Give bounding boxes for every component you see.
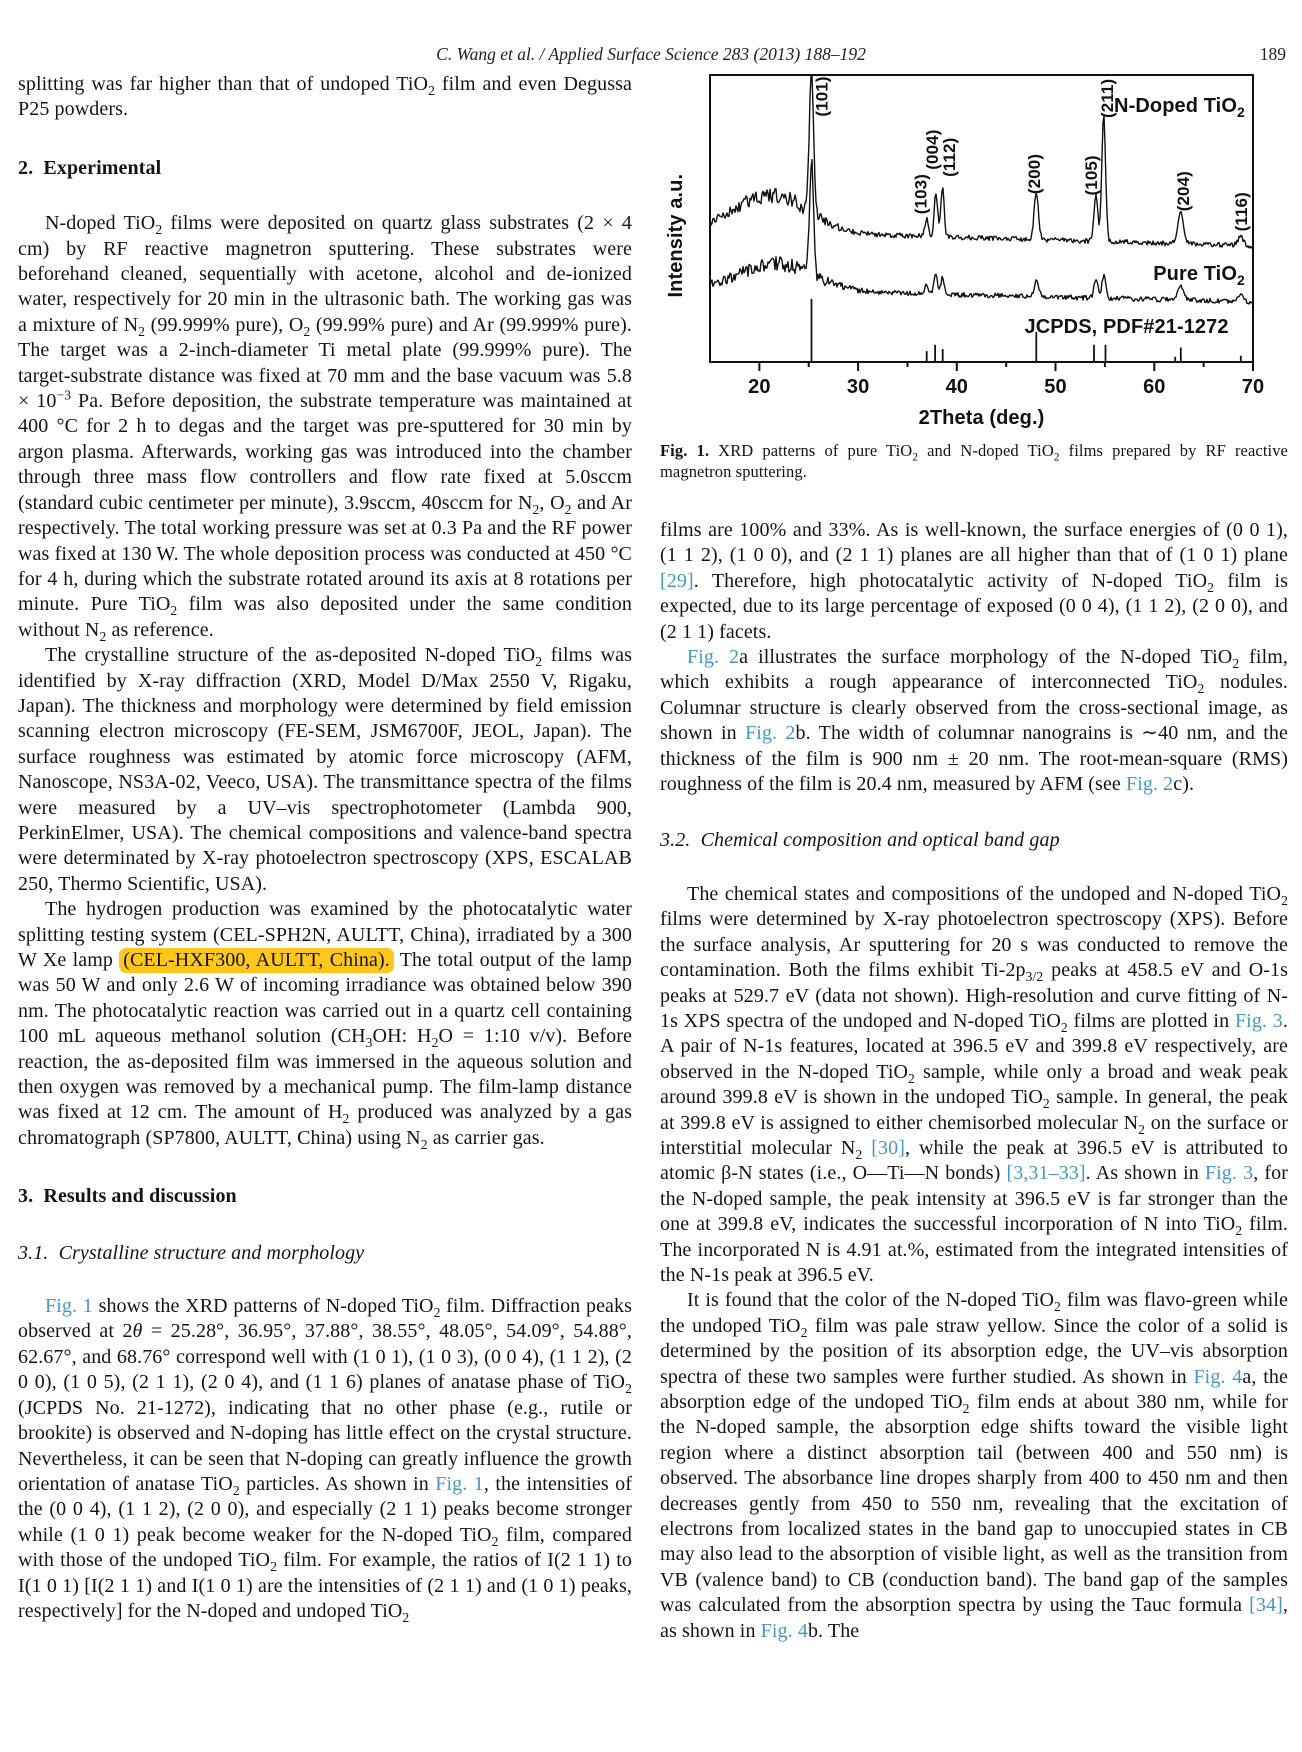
highlighted-text: (CEL-HXF300, AULTT, China).: [119, 948, 394, 973]
x-tick-label: 50: [1044, 376, 1067, 398]
paragraph-deposition: N-doped TiO$_2$ films were deposited on quartz glass substrates (2 × 4 cm) by RF reactive magnetron sputtering. These substrates were beforehand cleaned, sequentially with acetone, alcohol and de-ionized water, respectively for 20 min in the ultrasonic bath. The working gas was a mixture of $N_2$ (99.999% pure), $O_2$ (99.99% pure) and Ar (99.999% pure). The target was a 2-inch-diameter Ti metal plate (99.999% pure). The target-substrate distance was fixed at 70 mm and the base vacuum was $5.8 \times 10^{-3}$ Pa. Before deposition, the substrate temperature was maintained at 400 °C for 2 h to degas and the target was pre-sputtered for 30 min by argon plasma. Afterwards, working gas was introduced into the chamber through three mass flow controllers and flow rate fixed at 5.0sccm (standard cubic centimeter per minute), 3.9sccm, 40sccm for $N_2$, $O_2$ and Ar respectively. The total working pressure was set at 0.3 Pa and the RF power was fixed at 130 W. The whole deposition process was conducted at 450 °C for 4 h, during which the substrate rotated around its axis at 8 rotations per minute. Pure TiO$_2$ film was also deposited under the same condition without $N_2$ as reference.: [18, 212, 633, 644]
cross-ref-link[interactable]: Fig. 3: [1204, 1162, 1254, 1185]
series-label-pure-tio2: Pure TiO$_2$: [1153, 263, 1245, 288]
peak-label-004: (004): [923, 129, 943, 170]
xrd-figure-svg: [660, 72, 1288, 428]
left-column: [18, 72, 632, 1624]
cross-ref-link[interactable]: [29]: [660, 569, 694, 592]
peak-label-211: (211): [1097, 78, 1117, 118]
peak-label-200: (200): [1024, 153, 1044, 195]
paragraph-xrd-discussion: Fig. 1 shows the XRD patterns of N-doped TiO$_2$ film. Diffraction peaks observed at 2θ = 25.28°, 36.95°, 37.88°, 38.55°, 48.05°, 54.09°, 54.88°, 62.67°, and 68.76° correspond well with (1 0 1), (1 0 3), (0 0 4), (1 1 2), (2 0 0), (1 0 5), (2 1 1), (2 0 4), and (1 1 6) planes of anatase phase of TiO$_2$ (JCPDS No. 21-1272), indicating that no other phase (e.g., rutile or brookite) is observed and N-doping has little effect on the crystal structure. Nevertheless, it can be seen that N-doping can greatly influence the growth orientation of anatase TiO$_2$ particles. As shown in Fig. 1, the intensities of the (0 0 4), (1 1 2), (2 0 0), and especially (2 1 1) peaks become stronger while (1 0 1) peak become weaker for the N-doped TiO$_2$ film, compared with those of the undoped TiO$_2$ film. For example, the ratios of I(2 1 1) to I(1 0 1) [I(2 1 1) and I(1 0 1) are the intensities of (2 1 1) and (1 0 1) peaks, respectively] for the N-doped and undoped TiO$_2$: [18, 1295, 633, 1625]
cross-ref-link[interactable]: [30]: [871, 1136, 905, 1159]
peak-label-112: (112): [939, 137, 959, 177]
peak-label-101: (101): [812, 76, 832, 117]
cross-ref-link[interactable]: Fig. 2: [687, 646, 740, 669]
paragraph-morphology: Fig. 2a illustrates the surface morphology of the N-doped TiO$_2$ film, which exhibits a rough appearance of interconnected TiO$_2$ nodules. Columnar structure is clearly observed from the cross-sectional image, as shown in Fig. 2b. The width of columnar nanograins is ∼40 nm, and the thickness of the film is 900 nm ± 20 nm. The root-mean-square (RMS) roughness of the film is 20.4 nm, measured by AFM (see Fig. 2c).: [660, 646, 1289, 796]
cross-ref-link[interactable]: Fig. 1: [45, 1295, 93, 1318]
figure-1: [660, 72, 1288, 482]
paragraph-optical: It is found that the color of the N-doped TiO$_2$ film was flavo-green while the undoped TiO$_2$ film was pale straw yellow. Since the color of a solid is determined by the position of its absorption edge, the UV–vis absorption spectra of these two samples were further studied. As shown in Fig. 4a, the absorption edge of the undoped TiO$_2$ film ends at about 380 nm, while for the N-doped sample, the absorption edge shifts toward the visible light region where a distinct absorption tail (between 400 and 550 nm) is observed. The absorbance line dropes sharply from 400 to 450 nm and then decreases gently from 450 to 550 nm, revealing that the excitation of electrons from localized states in the band gap to unoccupied states in CB may also lead to the absorption of visible light, as well as the transition from VB (valence band) to CB (conduction band). The band gap of the samples was calculated from the absorption spectra by using the Tauc formula [34], as shown in Fig. 4b. The: [660, 1289, 1288, 1642]
jcpds-label: JCPDS, PDF#21-1272: [1024, 316, 1229, 339]
subsection-heading-crystalline: 3.1. Crystalline structure and morphology: [18, 1241, 365, 1264]
x-tick-label: 30: [846, 376, 870, 398]
cross-ref-link[interactable]: [3,31–33]: [1006, 1162, 1086, 1185]
right-column-text: [660, 518, 1288, 1644]
cross-ref-link[interactable]: Fig. 2: [1126, 773, 1174, 796]
figure-1-caption: Fig. 1. XRD patterns of pure TiO$_2$ and N-doped TiO$_2$ films prepared by RF reactive magnetron sputtering.: [660, 441, 1288, 481]
x-tick-label: 70: [1241, 376, 1265, 398]
right-column: [660, 72, 1288, 1644]
peak-label-103: (103): [911, 174, 931, 215]
cross-ref-link[interactable]: Fig. 1: [435, 1472, 484, 1495]
cross-ref-link[interactable]: Fig. 3: [1234, 1009, 1283, 1032]
running-header: C. Wang et al. / Applied Surface Science 283 (2013) 188–192: [436, 44, 866, 64]
peak-label-116: (116): [1232, 192, 1252, 232]
y-axis-title: Intensity a.u.: [665, 173, 687, 298]
series-label-n-doped-tio2: N-Doped TiO$_2$: [1114, 95, 1245, 121]
paragraph-xps: The chemical states and compositions of the undoped and N-doped TiO$_2$ films were determined by X-ray photoelectron spectroscopy (XPS). Before the surface analysis, Ar sputtering for 20 s was conducted to remove the contamination. Both the films exhibit $Ti-2p_{3/2}$ peaks at 458.5 eV and O-1s peaks at 529.7 eV (data not shown). High-resolution and curve fitting of N-1s XPS spectra of the undoped and N-doped TiO$_2$ films are plotted in Fig. 3. A pair of N-1s features, located at 396.5 eV and 399.8 eV respectively, are observed in the N-doped TiO$_2$ sample, while only a broad and weak peak around 399.8 eV is shown in the undoped TiO$_2$ sample. In general, the peak at 399.8 eV is assigned to either chemisorbed molecular $N_2$ on the surface or interstitial molecular $N_2$ [30], while the peak at 396.5 eV is attributed to atomic β-N states (i.e., O—Ti—N bonds) [3,31–33]. As shown in Fig. 3, for the N-doped sample, the peak intensity at 396.5 eV is far stronger than the one at 399.8 eV, indicates the successful incorporation of N into TiO$_2$ film. The incorporated N is 4.91 at.%, estimated from the integrated intensities of the N-1s peak at 396.5 eV.: [660, 882, 1289, 1286]
peak-label-105: (105): [1082, 155, 1102, 196]
paragraph-intro-fragment: splitting was far higher than that of undoped TiO$_2$ film and even Degussa P25 powders.: [18, 73, 632, 121]
x-tick-label: 40: [945, 376, 969, 398]
cross-ref-link[interactable]: Fig. 2: [745, 722, 796, 745]
peak-label-204: (204): [1173, 171, 1193, 212]
x-tick-label: 20: [748, 376, 771, 398]
section-heading-results: 3. Results and discussion: [18, 1185, 237, 1208]
cross-ref-link[interactable]: Fig. 4: [760, 1619, 808, 1642]
cross-ref-link[interactable]: [34]: [1249, 1594, 1283, 1617]
xrd-chart: [660, 72, 1288, 428]
paragraph-characterization: The crystalline structure of the as-deposited N-doped TiO$_2$ films was identified by X-ray diffraction (XRD, Model D/Max 2550 V, Rigaku, Japan). The thickness and morphology were determined by field emission scanning electron microscopy (FE-SEM, JSM6700F, JEOL, Japan). The surface roughness was estimated by atomic force microscopy (AFM, Nanoscope, NS3A-02, Veeco, USA). The transmittance spectra of the films were measured by a UV–vis spectrophotometer (Lambda 900, PerkinElmer, USA). The chemical compositions and valence-band spectra were determinated by X-ray photoelectron spectroscopy (XPS, ESCALAB 250, Thermo Scientific, USA).: [18, 644, 632, 895]
cross-ref-link[interactable]: Fig. 4: [1193, 1365, 1243, 1388]
paragraph-xrd-continued: films are 100% and 33%. As is well-known, the surface energies of (0 0 1), (1 1 2), (1 0 0), and (2 1 1) planes are all higher than that of (1 0 1) plane [29]. Therefore, high photocatalytic activity of N-doped TiO$_2$ film is expected, due to its large percentage of exposed (0 0 4), (1 1 2), (2 0 0), and (2 1 1) facets.: [660, 519, 1288, 643]
section-heading-experimental: 2. Experimental: [18, 156, 162, 179]
x-axis-title: 2Theta (deg.): [918, 407, 1045, 428]
paragraph-photocatalysis: The hydrogen production was examined by the photocatalytic water splitting testing system (CEL-SPH2N, AULTT, China), irradiated by a 300 W Xe lamp (CEL-HXF300, AULTT, China). The total output of the lamp was 50 W and only 2.6 W of incoming irradiance was obtained below 390 nm. The photocatalytic reaction was carried out in a quartz cell containing 100 mL aqueous methanol solution ($CH_3OH$: $H_2O$ = 1:10 v/v). Before reaction, the as-deposited film was immersed in the aqueous solution and then oxygen was removed by a mechanical pump. The film-lamp distance was fixed at 12 cm. The amount of $H_2$ produced was analyzed by a gas chromatograph (SP7800, AULTT, China) using $N_2$ as carrier gas.: [18, 898, 632, 1152]
subsection-heading-chemical: 3.2. Chemical composition and optical band gap: [660, 829, 1060, 852]
page-number: 189: [1259, 44, 1286, 64]
x-tick-label: 60: [1143, 376, 1166, 398]
